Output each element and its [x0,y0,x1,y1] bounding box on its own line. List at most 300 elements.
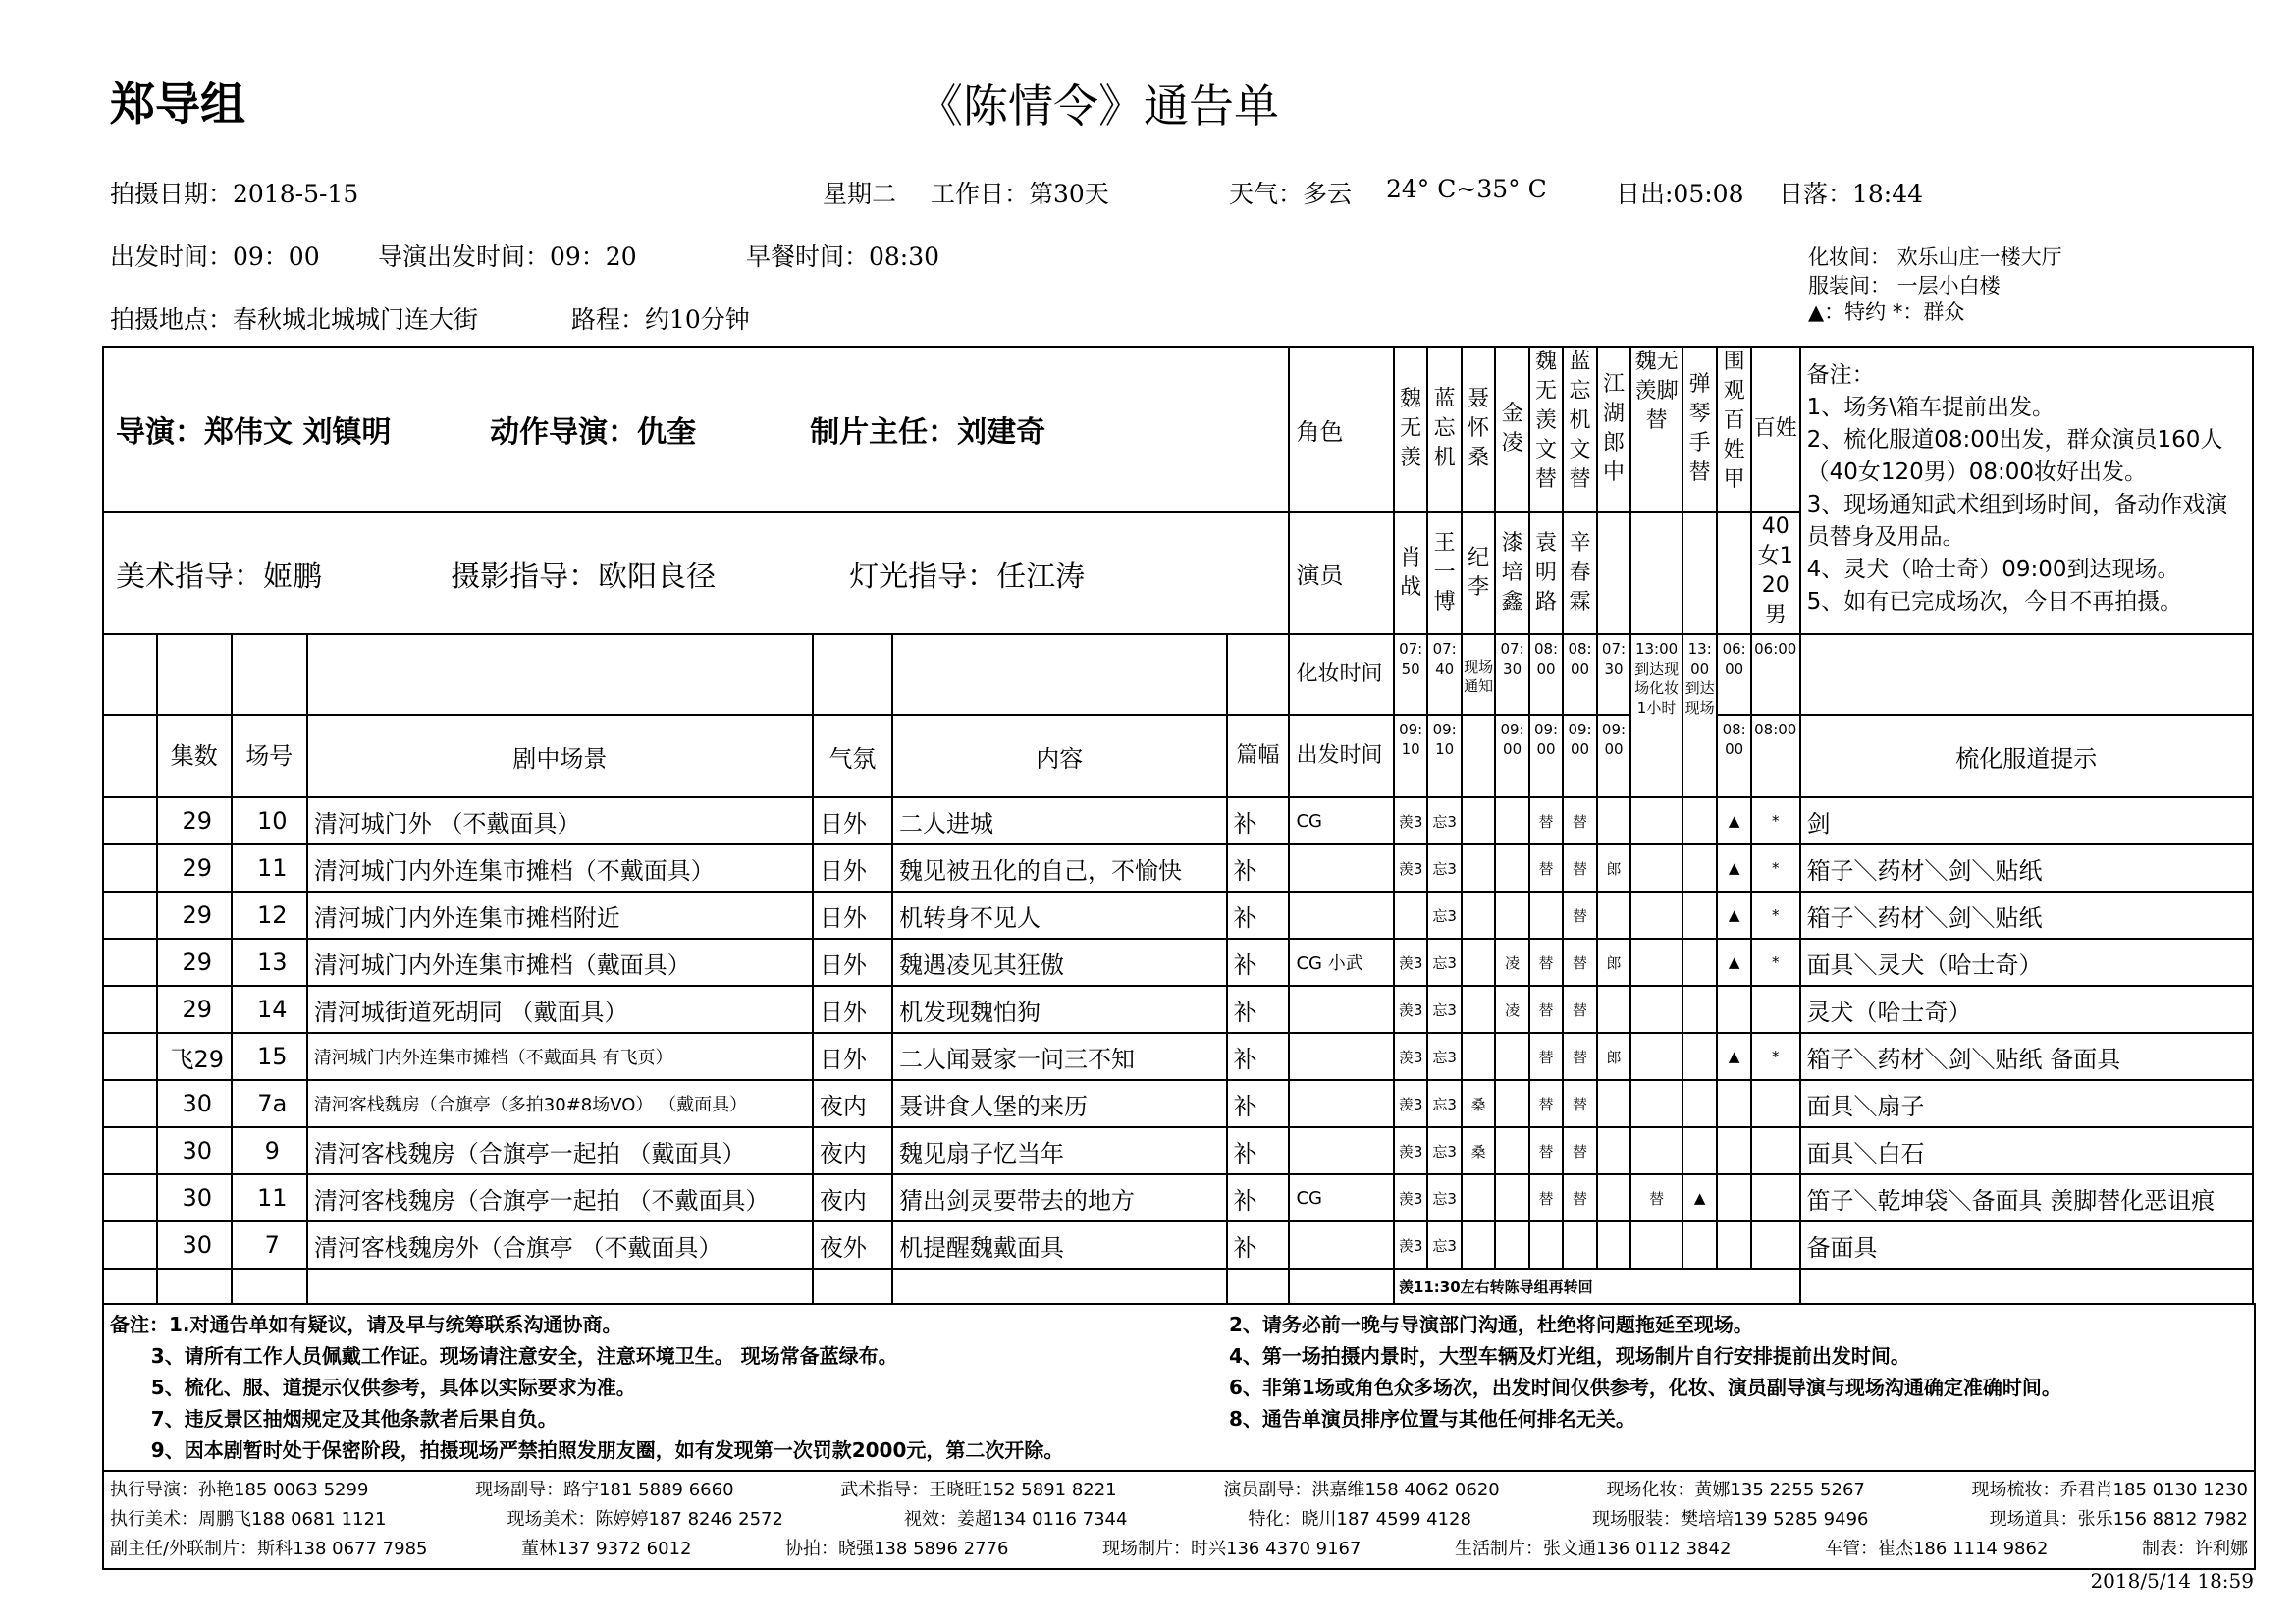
row-blank [103,939,157,986]
footer-note-left: 9、因本剧暂时处于保密阶段，拍摄现场严禁拍照发朋友圈，如有发现第一次罚款2000元，第二次开除。 [110,1438,1064,1462]
scene-row [103,797,2253,844]
cast-mark-cell [1529,892,1563,939]
contact-row [110,1476,2248,1505]
scene-row [103,892,2253,939]
cast-mark-cell [1682,1127,1717,1174]
prep-cell: 笛子＼乾坤袋＼备面具 羡脚替化恶诅痕 [1800,1174,2253,1221]
cast-mark-cell: 替 [1563,844,1596,892]
footer-note-row [110,1403,2248,1435]
contact-entry: 副主任/外联制片：斯科138 0677 7985 [110,1539,428,1559]
depart-cell: CG [1289,1174,1393,1221]
cast-mark-cell [1462,939,1495,986]
cast-mark-cell [1630,986,1682,1033]
cast-mark-cell: 桑 [1462,1080,1495,1127]
scene-name-cell: 清河城门内外连集市摊档（不戴面具） [307,844,813,892]
scene-cell: 12 [232,892,307,939]
mood-cell: 夜内 [813,1174,892,1221]
cast-mark-cell: 忘3 [1427,797,1461,844]
actor-label: 演员 [1289,512,1393,634]
footer-note-row [110,1340,2248,1372]
episode-cell: 30 [157,1174,232,1221]
scene-cell: 13 [232,939,307,986]
cast-mark-cell [1462,797,1495,844]
prep-cell: 面具＼灵犬（哈士奇） [1800,939,2253,986]
cast-mark-cell [1597,1127,1630,1174]
cast-mark-cell: ▲ [1682,1174,1717,1221]
content-header: 内容 [892,715,1227,797]
actor-3: 漆培鑫 [1495,512,1528,634]
empty-cell [232,1269,307,1304]
footer-note-right: 4、第一场拍摄内景时，大型车辆及灯光组，现场制片自行安排提前出发时间。 [1229,1344,1910,1368]
cast-mark-cell [1597,892,1630,939]
route: 路程：约10分钟 [571,305,750,334]
pages-cell: 补 [1227,797,1290,844]
empty-cell [813,1269,892,1304]
role-label: 角色 [1289,347,1393,512]
depart-cell [1289,1221,1393,1269]
cast-mark-cell: 忘3 [1427,1080,1461,1127]
contact-entry: 制表：许利娜 [2141,1539,2248,1559]
pages-cell: 补 [1227,892,1290,939]
footer-note-row [110,1435,2248,1466]
cast-mark-cell [1751,1127,1800,1174]
row-blank [103,1033,157,1080]
actor-10: 40女120男 [1751,512,1800,634]
pages-cell: 补 [1227,1127,1290,1174]
makeup-room: 化妆间： 欢乐山庄一楼大厅 [1808,245,2062,269]
depart-3: 09:00 [1495,715,1528,797]
cast-mark-cell [1462,1221,1495,1269]
pages-cell: 补 [1227,1221,1290,1269]
cast-mark-cell [1630,797,1682,844]
empty-cell [307,1269,813,1304]
prep-cell: 面具＼扇子 [1800,1080,2253,1127]
call-sheet-table [102,346,2254,1305]
makeup-10: 06:00 [1751,634,1800,715]
role-3: 金凌 [1495,347,1528,512]
cast-mark-cell [1630,1080,1682,1127]
cast-mark-cell [1630,844,1682,892]
cast-mark-cell [1495,1033,1528,1080]
legend: ▲：特约 *：群众 [1808,300,1965,324]
empty-cell [157,1269,232,1304]
scene-row [103,986,2253,1033]
role-0: 魏无羡 [1394,347,1427,512]
sunrise: 日出:05:08 [1616,180,1744,208]
footer-note-left: 3、请所有工作人员佩戴工作证。现场请注意安全，注意环境卫生。 现场常备蓝绿布。 [110,1344,898,1368]
contact-entry: 特化：晓川187 4599 4128 [1248,1509,1471,1530]
cast-mark-cell: 忘3 [1427,939,1461,986]
scene-row [103,1174,2253,1221]
scene-name-cell: 清河客栈魏房（合旗亭（多拍30#8场VO） （戴面具） [307,1080,813,1127]
mood-cell: 日外 [813,844,892,892]
depart-time: 出发时间：09：00 [110,243,320,271]
cast-mark-cell [1682,844,1717,892]
row-blank [103,892,157,939]
makeup-5: 08:00 [1563,634,1596,715]
prep-cell: 箱子＼药材＼剑＼贴纸 备面具 [1800,1033,2253,1080]
cast-mark-cell [1495,1221,1528,1269]
cast-mark-cell [1630,939,1682,986]
pages-cell: 补 [1227,986,1290,1033]
depart-2 [1462,715,1495,797]
cast-mark-cell [1751,986,1800,1033]
cast-mark-cell [1682,1033,1717,1080]
cast-mark-cell [1495,1127,1528,1174]
mood-cell: 夜外 [813,1221,892,1269]
cast-mark-cell: 替 [1563,892,1596,939]
role-5: 蓝忘机文替 [1563,347,1596,512]
mood-cell: 日外 [813,892,892,939]
cast-mark-cell: 忘3 [1427,1033,1461,1080]
footer-note-left: 7、违反景区抽烟规定及其他条款者后果自负。 [110,1407,558,1431]
contact-entry: 现场化妆：黄娜135 2255 5267 [1606,1480,1865,1500]
episode-cell: 30 [157,1080,232,1127]
role-2: 聂怀桑 [1462,347,1495,512]
cast-mark-cell: ▲ [1717,939,1750,986]
episode-cell: 30 [157,1221,232,1269]
cast-mark-cell [1717,1127,1750,1174]
scene-name-cell: 清河城门内外连集市摊档（戴面具） [307,939,813,986]
cast-mark-cell: * [1751,844,1800,892]
depart-cell: CG [1289,797,1393,844]
scene-row [103,844,2253,892]
prep-cell: 面具＼白石 [1800,1127,2253,1174]
content-cell: 机发现魏怕狗 [892,986,1227,1033]
makeup-9: 06:00 [1717,634,1750,715]
episode-cell: 29 [157,939,232,986]
row-blank [103,1174,157,1221]
episode-cell: 29 [157,844,232,892]
contact-entry: 董林137 9372 6012 [521,1539,692,1559]
cast-mark-cell: 羡3 [1394,1033,1427,1080]
depart-10: 08:00 [1751,715,1800,797]
actor-5: 辛春霖 [1563,512,1596,634]
prep-cell: 剑 [1800,797,2253,844]
depart-1: 09:10 [1427,715,1461,797]
cast-mark-cell [1751,1221,1800,1269]
cast-mark-cell [1630,1127,1682,1174]
cast-mark-cell [1462,1174,1495,1221]
role-1: 蓝忘机 [1427,347,1461,512]
cast-mark-cell [1529,1221,1563,1269]
cast-mark-cell [1462,892,1495,939]
cast-mark-cell [1597,797,1630,844]
role-9: 围观百姓甲 [1717,347,1750,512]
actor-6 [1597,512,1630,634]
mood-cell: 日外 [813,797,892,844]
cast-mark-cell: 桑 [1462,1127,1495,1174]
cast-mark-cell: 忘3 [1427,1221,1461,1269]
cast-mark-cell [1597,1221,1630,1269]
row-blank [103,986,157,1033]
empty-cell [1800,1269,2253,1304]
cast-mark-cell [1717,1221,1750,1269]
contact-entry: 执行美术：周鹏飞188 0681 1121 [110,1509,387,1530]
group-name: 郑导组 [110,78,245,131]
content-cell: 猜出剑灵要带去的地方 [892,1174,1227,1221]
contacts [103,1471,2255,1569]
actor-7 [1630,512,1682,634]
prep-cell: 灵犬（哈士奇） [1800,986,2253,1033]
cast-mark-cell [1751,1080,1800,1127]
contact-entry: 现场美术：陈婷婷187 8246 2572 [507,1509,783,1530]
pages-cell: 补 [1227,1033,1290,1080]
cast-mark-cell: 羡3 [1394,986,1427,1033]
sheet-title: 《陈情令》通告单 [918,80,1279,133]
depart-cell [1289,892,1393,939]
scene-cell: 11 [232,1174,307,1221]
makeup-0: 07:50 [1394,634,1427,715]
cast-mark-cell: 羡3 [1394,1221,1427,1269]
weekday: 星期二 [823,180,897,208]
scene-row [103,1127,2253,1174]
cast-mark-cell [1682,939,1717,986]
cast-mark-cell: 羡3 [1394,797,1427,844]
cast-mark-cell: 羡3 [1394,844,1427,892]
mood-cell: 日外 [813,939,892,986]
row-blank [103,797,157,844]
contact-entry: 生活制片：张文通136 0112 3842 [1455,1539,1732,1559]
cast-mark-cell [1682,892,1717,939]
cast-mark-cell [1394,892,1427,939]
content-cell: 魏见扇子忆当年 [892,1127,1227,1174]
cast-mark-cell: * [1751,892,1800,939]
contact-entry: 现场副导：路宁181 5889 6660 [475,1480,734,1500]
cast-mark-cell: 替 [1529,986,1563,1033]
contact-entry: 演员副导：洪嘉维158 4062 0620 [1223,1480,1500,1500]
empty-cell [892,1269,1227,1304]
cast-mark-cell: 替 [1563,1080,1596,1127]
cast-mark-cell: 替 [1529,1127,1563,1174]
breakfast-time: 早餐时间：08:30 [746,243,940,271]
cast-mark-cell [1717,986,1750,1033]
cast-mark-cell [1495,1174,1528,1221]
cast-mark-cell [1751,1174,1800,1221]
cast-mark-cell [1563,1221,1596,1269]
cast-mark-cell: 替 [1529,844,1563,892]
crew-row-2 [103,512,1289,634]
footer-note-row [110,1372,2248,1403]
scene-name-cell: 清河城门内外连集市摊档附近 [307,892,813,939]
cast-mark-cell: 凌 [1495,986,1528,1033]
scene-name-cell: 清河城门外 （不戴面具） [307,797,813,844]
actor-4: 袁明路 [1529,512,1563,634]
contact-entry: 车管：崔杰186 1114 9862 [1824,1539,2049,1559]
cast-mark-cell [1495,844,1528,892]
cast-mark-cell: 替 [1529,939,1563,986]
scene-name-cell: 清河客栈魏房（合旗亭一起拍 （戴面具） [307,1127,813,1174]
cast-mark-cell: 替 [1529,1174,1563,1221]
cast-mark-cell [1495,1080,1528,1127]
role-7: 魏无羡脚替 [1630,347,1682,512]
actor-8 [1682,512,1717,634]
scene-name-cell: 清河城街道死胡同 （戴面具） [307,986,813,1033]
weather: 天气：多云 [1229,180,1353,208]
prep-cell: 箱子＼药材＼剑＼贴纸 [1800,892,2253,939]
cast-mark-cell: 凌 [1495,939,1528,986]
depart-9: 08:00 [1717,715,1750,797]
art-director: 美术指导：姬鹏 [116,559,322,594]
content-cell: 魏遇凌见其狂傲 [892,939,1227,986]
depart-cell: CG 小武 [1289,939,1393,986]
cast-mark-cell: ▲ [1717,797,1750,844]
actor-2: 纪李 [1462,512,1495,634]
cast-mark-cell [1462,844,1495,892]
row-blank [103,844,157,892]
scene-row [103,1033,2253,1080]
contact-entry: 现场制片：时兴136 4370 9167 [1102,1539,1362,1559]
role-4: 魏无羡文替 [1529,347,1563,512]
scene-name-cell: 清河城门内外连集市摊档（不戴面具 有飞页） [307,1033,813,1080]
pages-cell: 补 [1227,1174,1290,1221]
depart-time-label: 出发时间 [1289,715,1393,797]
scene-cell: 15 [232,1033,307,1080]
scene-row [103,1221,2253,1269]
cast-mark-cell: 郎 [1597,844,1630,892]
pages-header: 篇幅 [1227,715,1290,797]
director: 导演：郑伟文 刘镇明 [116,415,392,450]
cast-mark-cell [1682,1080,1717,1127]
cast-mark-cell [1597,986,1630,1033]
print-timestamp: 2018/5/14 18:59 [2090,1569,2254,1593]
cast-mark-cell: ▲ [1717,844,1750,892]
cast-mark-cell [1682,797,1717,844]
cast-mark-cell: 忘3 [1427,1127,1461,1174]
cast-mark-cell [1495,797,1528,844]
contact-entry: 武术指导：王晓旺152 5891 8221 [840,1480,1117,1500]
contact-entry: 现场服装：樊培培139 5285 9496 [1592,1509,1869,1530]
cast-mark-cell: 忘3 [1427,986,1461,1033]
content-cell: 二人进城 [892,797,1227,844]
cast-mark-cell: 替 [1563,939,1596,986]
makeup-4: 08:00 [1529,634,1563,715]
contact-entry: 视效：姜超134 0116 7344 [904,1509,1128,1530]
depart-cell [1289,1080,1393,1127]
prep-cell: 箱子＼药材＼剑＼贴纸 [1800,844,2253,892]
crew-row-1 [103,347,1289,512]
footer-note-right: 2、请务必前一晚与导演部门沟通，杜绝将问题拖延至现场。 [1229,1313,1753,1336]
cast-mark-cell: 替 [1529,1080,1563,1127]
shoot-location: 拍摄地点：春秋城北城城门连大街 [110,305,479,334]
actor-0: 肖战 [1394,512,1427,634]
pages-cell: 补 [1227,1080,1290,1127]
role-6: 江湖郎中 [1597,347,1630,512]
cast-mark-cell [1495,892,1528,939]
cast-mark-cell [1462,1033,1495,1080]
footer-note-right: 8、通告单演员排序位置与其他任何排名无关。 [1229,1407,1635,1431]
depart-cell [1289,986,1393,1033]
content-cell: 魏见被丑化的自己，不愉快 [892,844,1227,892]
cast-mark-cell: 忘3 [1427,1174,1461,1221]
scene-row [103,939,2253,986]
contact-entry: 现场道具：张乐156 8812 7982 [1989,1509,2248,1530]
mood-header: 气氛 [813,715,892,797]
cast-mark-cell [1462,986,1495,1033]
depart-cell [1289,1033,1393,1080]
episode-cell: 29 [157,986,232,1033]
episode-cell: 30 [157,1127,232,1174]
temperature: 24° C~35° C [1386,175,1547,203]
contact-row [110,1535,2248,1564]
pages-cell: 补 [1227,939,1290,986]
depart-0: 09:10 [1394,715,1427,797]
content-cell: 机转身不见人 [892,892,1227,939]
role-8: 弹琴手替 [1682,347,1717,512]
workday: 工作日：第30天 [931,180,1109,208]
contact-entry: 协拍：晓强138 5896 2776 [785,1539,1009,1559]
light-director: 灯光指导：任江涛 [849,559,1086,594]
episode-cell: 飞29 [157,1033,232,1080]
contact-row [110,1505,2248,1535]
episode-header: 集数 [157,715,232,797]
footer-note-left: 备注：1.对通告单如有疑议，请及早与统筹联系沟通协商。 [110,1313,622,1336]
cast-mark-cell: 替 [1529,1033,1563,1080]
cast-mark-cell: 忘3 [1427,844,1461,892]
depart-4: 09:00 [1529,715,1563,797]
cast-mark-cell [1630,1221,1682,1269]
role-10: 百姓 [1751,347,1800,512]
actor-1: 王一博 [1427,512,1461,634]
cast-mark-cell [1597,1080,1630,1127]
cast-mark-cell: 羡3 [1394,1080,1427,1127]
makeup-8: 13:00到达现场 [1682,634,1717,797]
content-cell: 聂讲食人堡的来历 [892,1080,1227,1127]
director-depart-time: 导演出发时间：09：20 [378,243,637,271]
transfer-note: 羡11:30左右转陈导组再转回 [1394,1269,1800,1304]
scene-cell: 9 [232,1127,307,1174]
producer: 制片主任：刘建奇 [810,415,1046,450]
cast-mark-cell: 替 [1563,797,1596,844]
empty-cell [1289,1269,1393,1304]
cast-mark-cell: ▲ [1717,1033,1750,1080]
pages-cell: 补 [1227,844,1290,892]
cast-mark-cell: 忘3 [1427,892,1461,939]
prep-header: 梳化服道提示 [1800,715,2253,797]
cast-mark-cell: 替 [1630,1174,1682,1221]
scene-cell: 11 [232,844,307,892]
cast-mark-cell [1717,1080,1750,1127]
footer-note-row [110,1309,2248,1340]
empty-cell [103,1269,157,1304]
cast-mark-cell: ▲ [1717,892,1750,939]
cast-mark-cell [1630,892,1682,939]
depart-5: 09:00 [1563,715,1596,797]
scene-name-cell: 清河客栈魏房外（合旗亭 （不戴面具） [307,1221,813,1269]
episode-cell: 29 [157,797,232,844]
makeup-7: 13:00到达现场化妆1小时 [1630,634,1682,797]
episode-cell: 29 [157,892,232,939]
mood-cell: 日外 [813,986,892,1033]
scene-row [103,1080,2253,1127]
makeup-2: 现场通知 [1462,634,1495,715]
scene-cell: 7 [232,1221,307,1269]
footer-note-right: 6、非第1场或角色众多场次，出发时间仅供参考，化妆、演员副导演与现场沟通确定准确时间。 [1229,1376,2061,1399]
cast-mark-cell [1630,1033,1682,1080]
mood-cell: 夜内 [813,1080,892,1127]
scene-name-cell: 清河客栈魏房（合旗亭一起拍 （不戴面具） [307,1174,813,1221]
footer-note-left: 5、梳化、服、道提示仅供参考，具体以实际要求为准。 [110,1376,636,1399]
cast-mark-cell [1682,1221,1717,1269]
cast-mark-cell: * [1751,797,1800,844]
cast-mark-cell: 替 [1563,1033,1596,1080]
notes-box [1800,347,2253,634]
makeup-6: 07:30 [1597,634,1630,715]
row-blank [103,1127,157,1174]
cast-mark-cell: 替 [1563,1174,1596,1221]
cast-mark-cell: 羡3 [1394,1127,1427,1174]
notes-text: 备注： 1、场务\箱车提前出发。 2、梳化服道08:00出发，群众演员160人（40女120男）08:00妆好出发。 3、现场通知武术组到场时间，备动作戏演员替身及用品。 4、灵犬（哈士奇）09:00到达现场。 5、如有已完成场次，今日不再拍摄。 [1806,362,2228,615]
